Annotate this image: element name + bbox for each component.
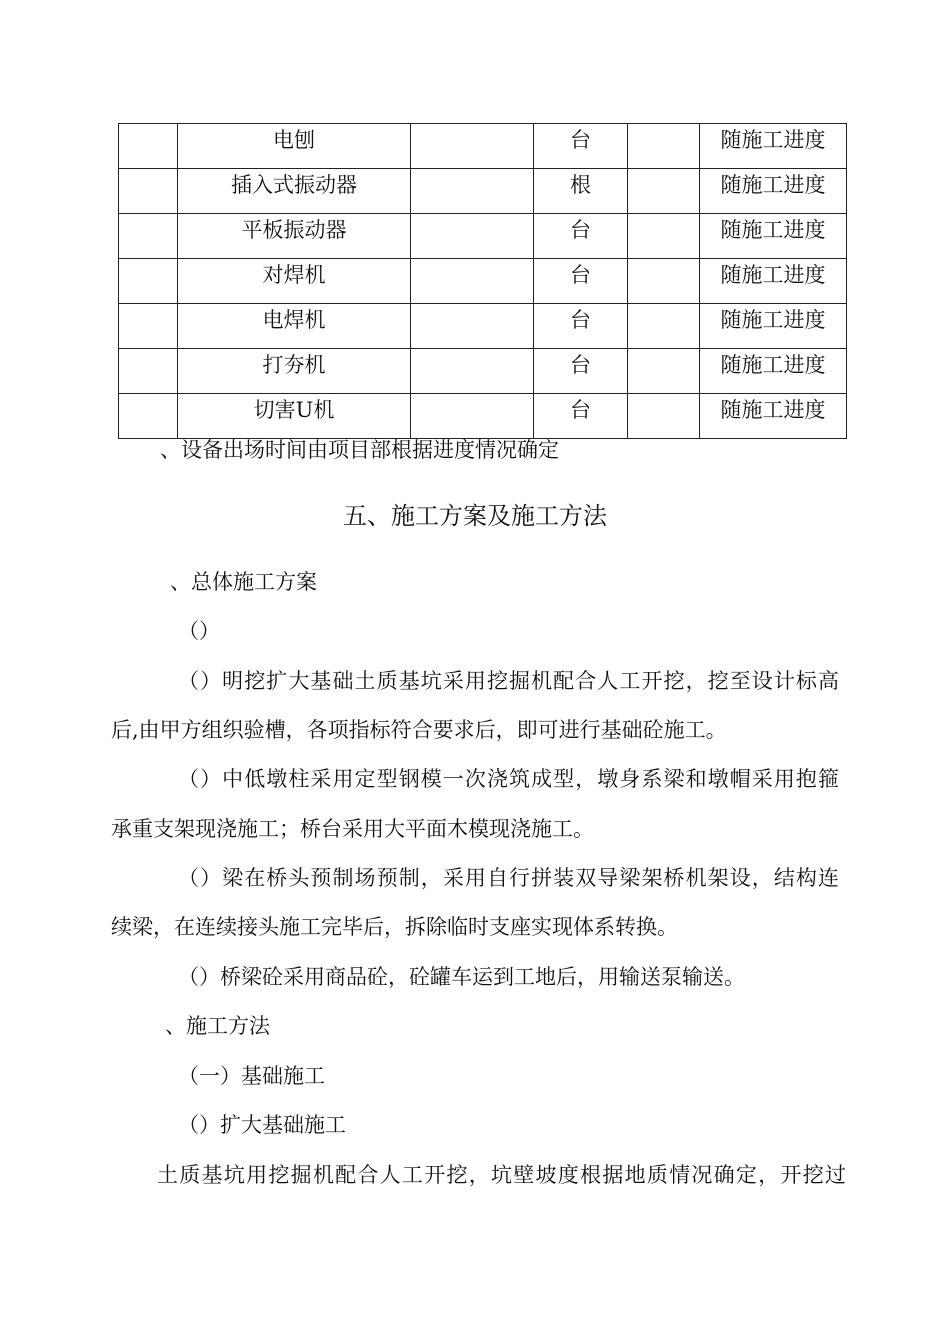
spec-cell	[411, 259, 534, 304]
unit-text: 台	[570, 263, 591, 287]
paragraph-2-line-1: （）中低墩柱采用定型钢模一次浇筑成型，墩身系梁和墩帽采用抱箍	[178, 767, 839, 791]
equipment-name-cell	[178, 214, 411, 259]
paragraph-3-line-2: 续梁，在连续接头施工完毕后，拆除临时支座实现体系转换。	[111, 915, 678, 939]
index-cell	[119, 394, 178, 439]
remark-cell	[700, 214, 847, 259]
spec-cell	[411, 304, 534, 349]
quantity-cell	[628, 394, 700, 439]
unit-cell	[534, 169, 628, 214]
subheading-foundation: （一）基础施工	[178, 1064, 325, 1088]
subheading-spread-foundation: （）扩大基础施工	[178, 1113, 346, 1137]
equipment-name-text: 插入式振动器	[231, 173, 357, 197]
equipment-name-text: 电刨	[273, 128, 315, 152]
section-title: 五、施工方案及施工方法	[343, 502, 607, 530]
equipment-name-cell	[178, 124, 411, 169]
unit-text: 台	[570, 353, 591, 377]
quantity-cell	[628, 259, 700, 304]
remark-text: 随施工进度	[720, 173, 826, 197]
remark-cell	[700, 169, 847, 214]
table-row	[119, 394, 847, 439]
index-cell	[119, 124, 178, 169]
equipment-name-cell	[178, 349, 411, 394]
equipment-note: 、设备出场时间由项目部根据进度情况确定	[160, 438, 559, 462]
table-row	[119, 304, 847, 349]
equipment-name-text: 切害U机	[253, 398, 335, 422]
unit-text: 根	[570, 173, 591, 197]
unit-text: 台	[570, 128, 591, 152]
index-cell	[119, 259, 178, 304]
unit-cell	[534, 349, 628, 394]
unit-cell	[534, 394, 628, 439]
table-row	[119, 349, 847, 394]
paragraph-4: （）桥梁砼采用商品砼，砼罐车运到工地后，用输送泵输送。	[178, 965, 745, 989]
equipment-name-cell	[178, 259, 411, 304]
equipment-name-text: 对焊机	[262, 263, 326, 287]
remark-text: 随施工进度	[720, 398, 826, 422]
overall-plan-heading: 、总体施工方案	[170, 570, 317, 594]
equipment-table	[118, 123, 847, 439]
table-row	[119, 124, 847, 169]
index-cell	[119, 214, 178, 259]
index-cell	[119, 169, 178, 214]
paragraph-2-line-2: 承重支架现浇施工；桥台采用大平面木模现浇施工。	[111, 817, 594, 841]
quantity-cell	[628, 304, 700, 349]
unit-text: 台	[570, 308, 591, 332]
remark-text: 随施工进度	[720, 353, 826, 377]
paragraph-3-line-1: （）梁在桥头预制场预制，采用自行拼装双导梁架桥机架设，结构连	[178, 866, 839, 890]
equipment-name-cell	[178, 169, 411, 214]
quantity-cell	[628, 124, 700, 169]
remark-text: 随施工进度	[720, 308, 826, 332]
table-row	[119, 169, 847, 214]
paragraph-5-line-1: 土质基坑用挖掘机配合人工开挖，坑壁坡度根据地质情况确定，开挖过	[157, 1163, 846, 1187]
spec-cell	[411, 394, 534, 439]
unit-cell	[534, 304, 628, 349]
remark-text: 随施工进度	[720, 128, 826, 152]
paragraph-1-line-1: （）明挖扩大基础土质基坑采用挖掘机配合人工开挖，挖至设计标高	[178, 669, 839, 693]
empty-paren-line: （）	[178, 619, 220, 643]
index-cell	[119, 304, 178, 349]
equipment-name-text: 平板振动器	[241, 218, 347, 242]
remark-text: 随施工进度	[720, 218, 826, 242]
remark-text: 随施工进度	[720, 263, 826, 287]
remark-cell	[700, 349, 847, 394]
table-row	[119, 214, 847, 259]
spec-cell	[411, 349, 534, 394]
equipment-table-body	[119, 124, 847, 439]
quantity-cell	[628, 169, 700, 214]
remark-cell	[700, 259, 847, 304]
equipment-name-text: 电焊机	[262, 308, 326, 332]
unit-text: 台	[570, 398, 591, 422]
unit-text: 台	[570, 218, 591, 242]
unit-cell	[534, 259, 628, 304]
remark-cell	[700, 124, 847, 169]
spec-cell	[411, 214, 534, 259]
quantity-cell	[628, 214, 700, 259]
remark-cell	[700, 394, 847, 439]
paragraph-1-line-2: 后,由甲方组织验槽，各项指标符合要求后，即可进行基础砼施工。	[111, 718, 727, 742]
equipment-name-text: 打夯机	[262, 353, 326, 377]
quantity-cell	[628, 349, 700, 394]
unit-cell	[534, 124, 628, 169]
remark-cell	[700, 304, 847, 349]
spec-cell	[411, 169, 534, 214]
table-row	[119, 259, 847, 304]
equipment-name-cell	[178, 394, 411, 439]
equipment-name-cell	[178, 304, 411, 349]
method-heading: 、施工方法	[165, 1014, 270, 1038]
index-cell	[119, 349, 178, 394]
unit-cell	[534, 214, 628, 259]
spec-cell	[411, 124, 534, 169]
